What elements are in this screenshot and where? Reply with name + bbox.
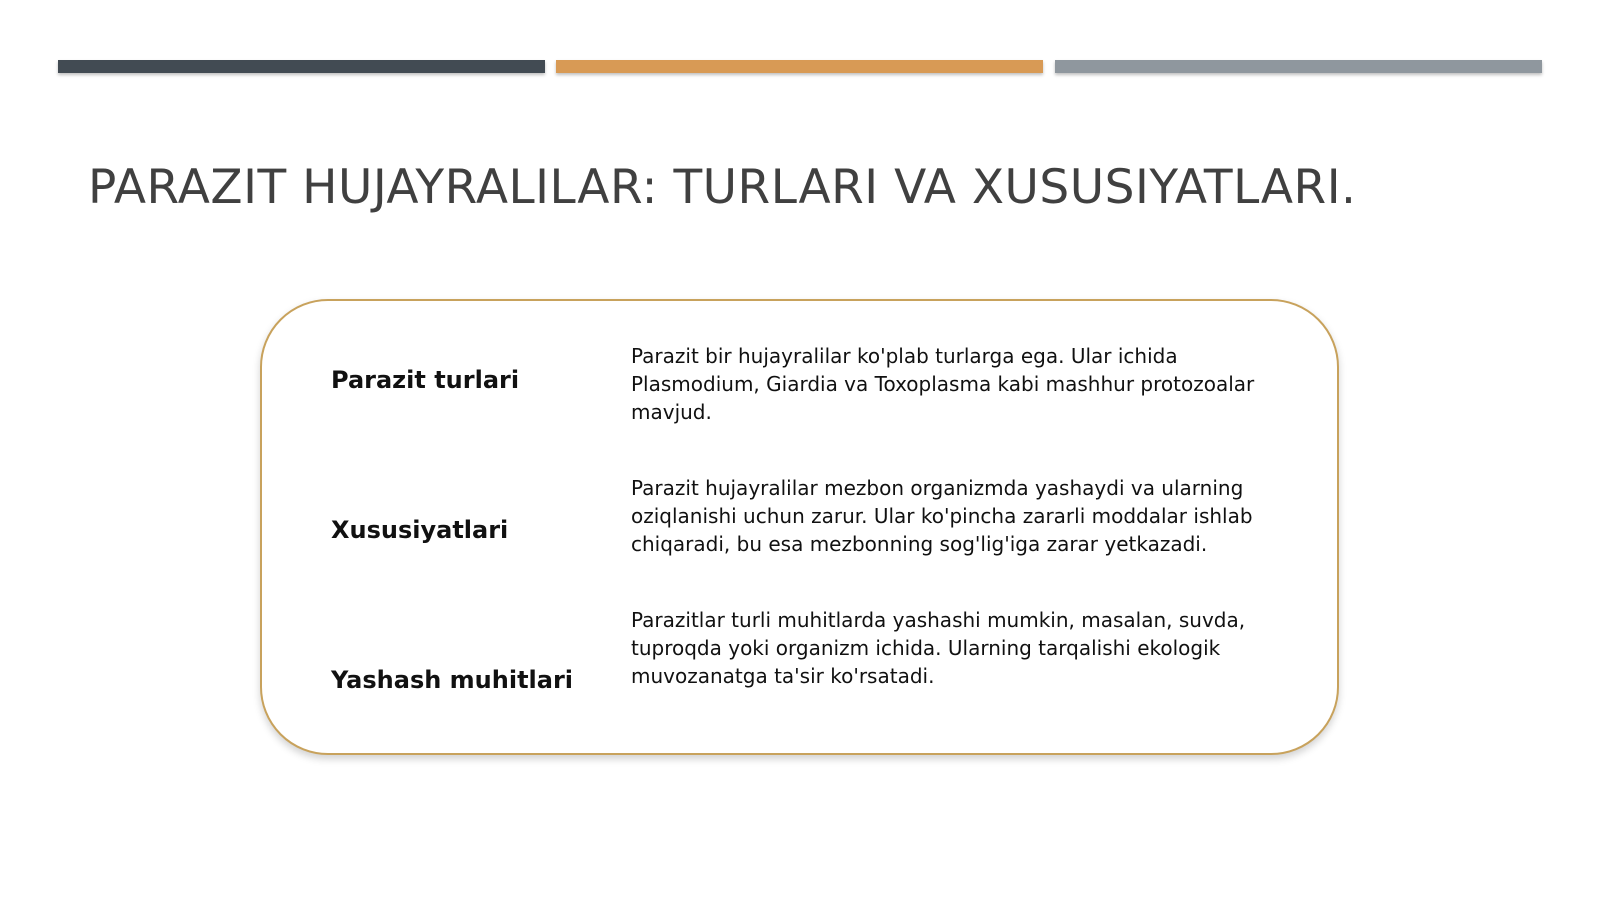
row-label-yashash-muhitlari: Yashash muhitlari <box>331 666 574 694</box>
row-text-parazit-turlari: Parazit bir hujayralilar ko'plab turlarga ega. Ular ichida Plasmodium, Giardia va Toxoplasma kabi mashhur protozoalar mavjud. <box>631 344 1255 424</box>
decorative-bar-dark <box>58 60 545 73</box>
decorative-bar-orange <box>556 60 1043 73</box>
slide-title: PARAZIT HUJAYRALILAR: TURLARI VA XUSUSIYATLARI. <box>88 160 1357 215</box>
row-text-xususiyatlari: Parazit hujayralilar mezbon organizmda yashaydi va ularning oziqlanishi uchun zarur. Ular ko'pincha zararli moddalar ishlab chiqaradi, bu esa mezbonning sog'lig'iga zarar yetkazadi. <box>631 476 1253 556</box>
row-label-xususiyatlari: Xususiyatlari <box>331 516 509 544</box>
row-text-yashash-muhitlari: Parazitlar turli muhitlarda yashashi mumkin, masalan, suvda, tuproqda yoki organizm ichida. Ularning tarqalishi ekologik muvozanatga ta'sir ko'rsatadi. <box>631 608 1246 688</box>
decorative-bar-gray <box>1055 60 1542 73</box>
row-label-parazit-turlari: Parazit turlari <box>331 366 520 394</box>
